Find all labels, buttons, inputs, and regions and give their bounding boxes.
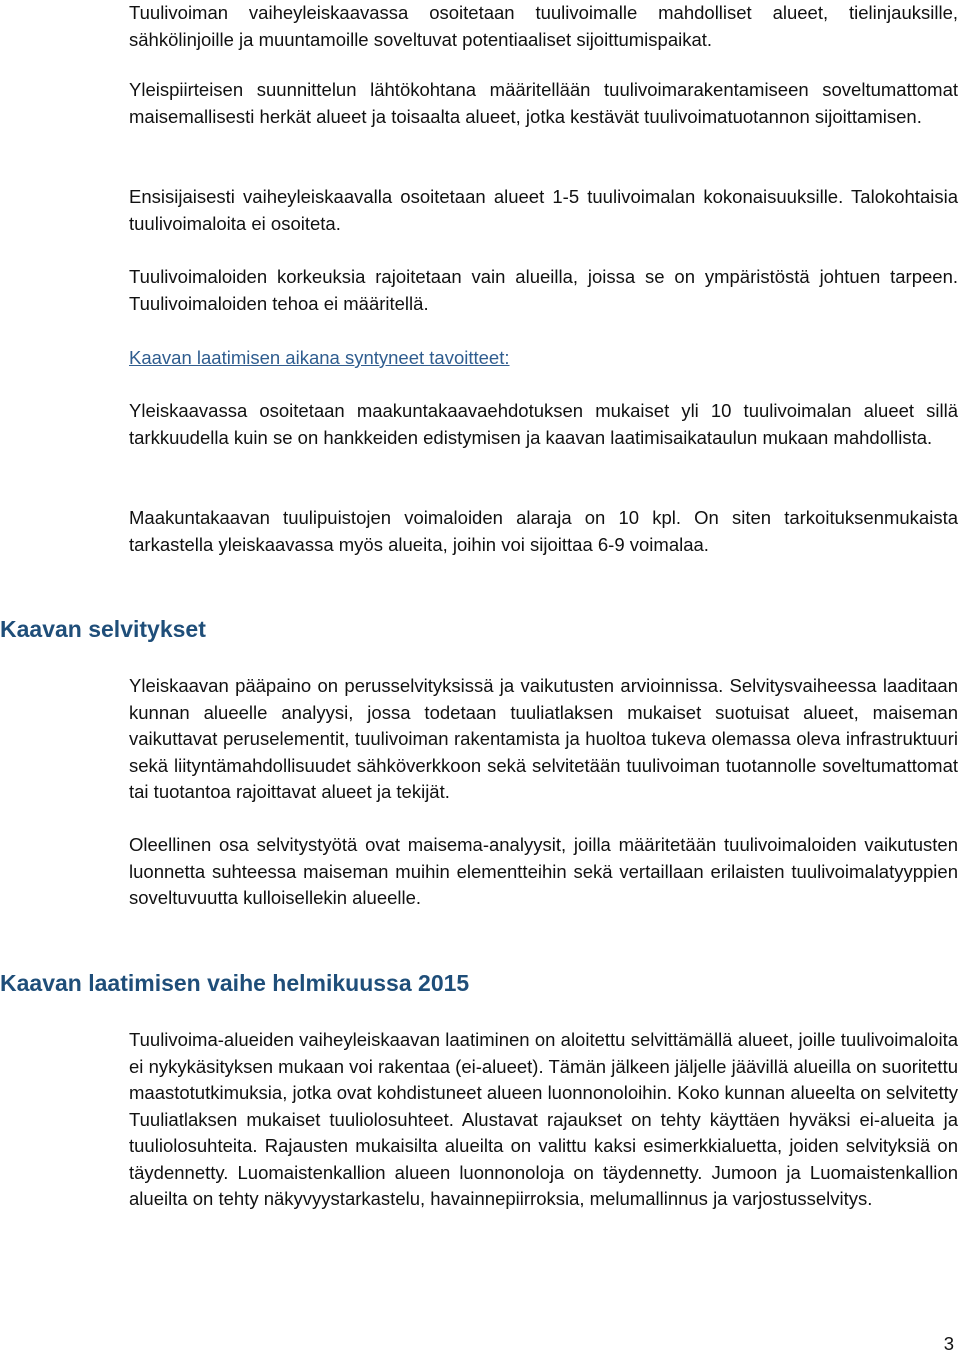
paragraph-intro-4: Tuulivoimaloiden korkeuksia rajoitetaan vain alueilla, joissa se on ympäristöstä johtuen tarpeen. Tuulivoimaloiden tehoa ei määritellä. <box>129 266 958 314</box>
paragraph-goals-2: Maakuntakaavan tuulipuistojen voimaloiden alaraja on 10 kpl. On siten tarkoituksenmukaista tarkastella yleiskaavassa myös alueita, joihin voi sijoittaa 6-9 voimalaa. <box>129 507 958 555</box>
section-heading-laatimisen-vaihe: Kaavan laatimisen vaihe helmikuussa 2015 <box>0 970 470 996</box>
goals-subheading-link[interactable]: Kaavan laatimisen aikana syntyneet tavoitteet: <box>129 347 510 368</box>
paragraph-intro-2: Yleispiirteisen suunnittelun lähtökohtana määritellään tuulivoimarakentamiseen soveltumattomat maisemallisesti herkät alueet ja toisaalta alueet, jotka kestävät tuulivoimatuotannon sijoittamisen. <box>129 79 958 127</box>
section-heading-kaavan-selvitykset: Kaavan selvitykset <box>0 616 206 642</box>
paragraph-selvitykset-2: Oleellinen osa selvitystyötä ovat maisema-analyysit, joilla määritetään tuulivoimaloiden vaikutusten luonnetta suhteessa maiseman muihin elementteihin sekä vertaillaan erilaisten tuulivoimalatyyppien soveltuvuutta kulloisellekin alueelle. <box>129 834 958 908</box>
paragraph-laatimisen-vaihe-1: Tuulivoima-alueiden vaiheyleiskaavan laatiminen on aloitettu selvittämällä alueet, joille tuulivoimaloita ei nykykäsityksen mukaan voi rakentaa (ei-alueet). Tämän jälkeen jäljelle jäävillä alueilla on suoritettu maastotutkimuksia, jotka ovat kohdistuneet alueen luonnonoloihin. Koko kunnan alueelta on selvitetty Tuuliatlaksen mukaiset tuuliolosuhteet. Alustavat rajaukset on tehty käyttäen hyväksi ei-alueita ja tuuliolosuhteita. Rajausten mukaisilta alueilta on valittu kaksi esimerkkialuetta, joiden selvityksiä on täydennetty. Luomaistenkallion alueen luonnonoloja on täydennetty. Jumoon ja Luomaistenkallion alueilta on tehty näkyvyystarkastelu, havainnepiirroksia, melumallinnus ja varjostusselvitys. <box>129 1029 958 1209</box>
page-number: 3 <box>943 1333 954 1354</box>
paragraph-selvitykset-1: Yleiskaavan pääpaino on perusselvityksissä ja vaikutusten arvioinnissa. Selvitysvaiheessa laaditaan kunnan alueelle analyysi, jossa todetaan tuuliatlaksen mukaiset suotuisat alueet, maiseman vaikuttavat peruselementit, tuulivoiman rakentamista ja huoltoa tukeva olemassa oleva infrastruktuuri sekä liityntämahdollisuudet sähköverkkoon sekä selvitetään tuulivoiman tuotannolle soveltumattomat tai tuotantoa rajoittavat alueet ja tekijät. <box>129 675 958 802</box>
paragraph-intro-3: Ensisijaisesti vaiheyleiskaavalla osoitetaan alueet 1-5 tuulivoimalan kokonaisuuksille. Talokohtaisia tuulivoimaloita ei osoiteta. <box>129 186 958 234</box>
paragraph-goals-1: Yleiskaavassa osoitetaan maakuntakaavaehdotuksen mukaiset yli 10 tuulivoimalan alueet sillä tarkkuudella kuin se on hankkeiden edistymisen ja kaavan laatimisaikataulun mukaan mahdollista. <box>129 400 958 448</box>
paragraph-intro-1: Tuulivoiman vaiheyleiskaavassa osoitetaan tuulivoimalle mahdolliset alueet, tielinjauksille, sähkölinjoille ja muuntamoille soveltuvat potentiaaliset sijoittumispaikat. <box>129 2 958 50</box>
